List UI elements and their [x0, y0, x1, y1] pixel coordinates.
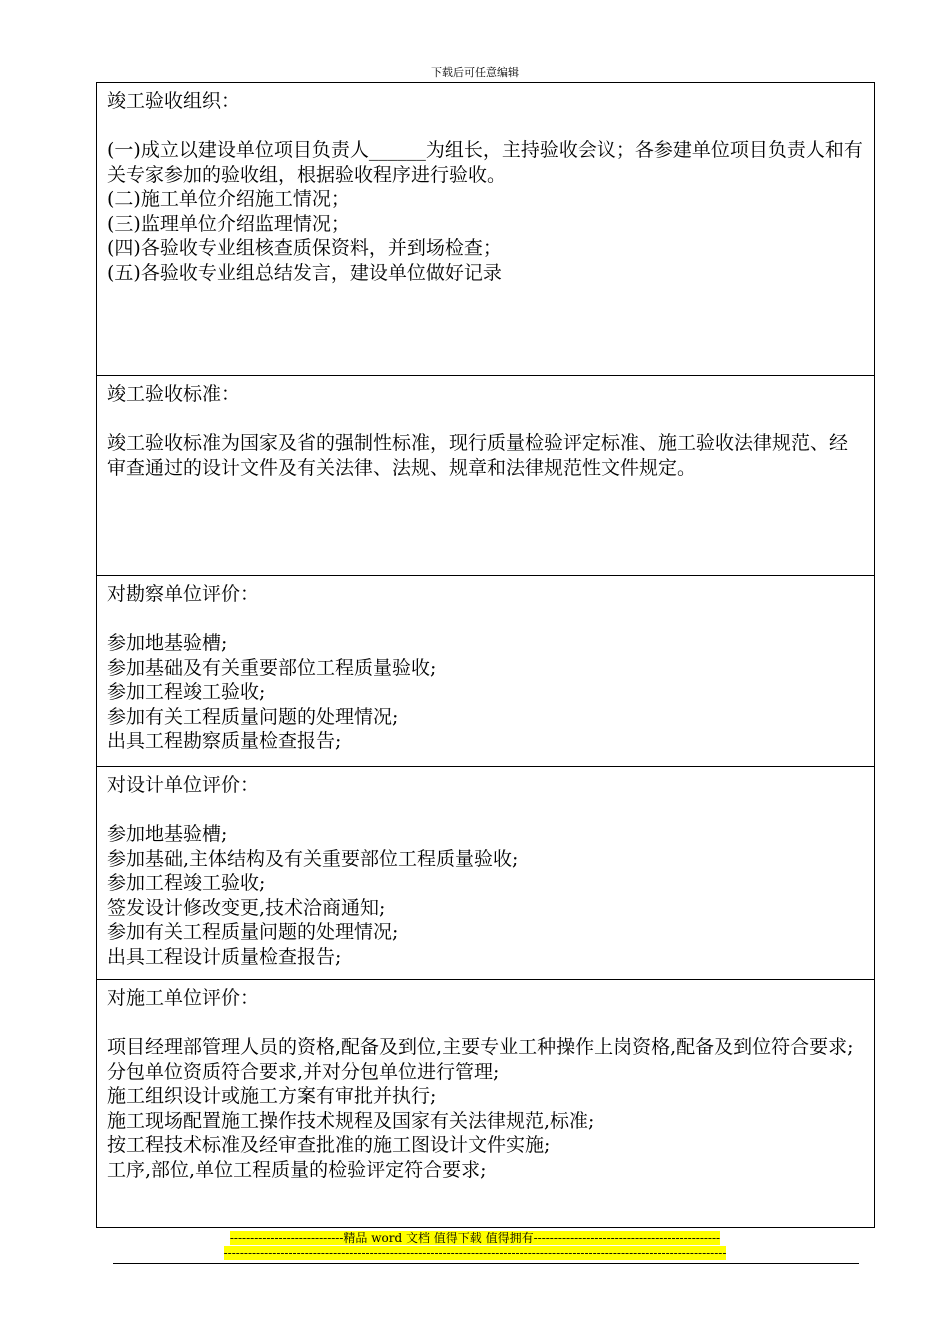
section-line: 参加基础,主体结构及有关重要部位工程质量验收;: [107, 847, 519, 870]
section-body: [107, 138, 866, 285]
section-line: 参加工程竣工验收;: [107, 872, 266, 894]
section-line: 参加工程竣工验收;: [107, 681, 266, 703]
section-line: 竣工验收标准为国家及省的强制性标准，现行质量检验评定标准、施工验收法律规范、经审查通过的设计文件及有关法律、法规、规章和法律规范性文件规定。: [107, 432, 849, 479]
section-survey-unit-evaluation: [97, 575, 874, 766]
section-line: 按工程技术标准及经审查批准的施工图设计文件实施;: [107, 1134, 551, 1156]
section-line: 参加地基验槽;: [107, 632, 228, 654]
section-line: 施工组织设计或施工方案有审批并执行;: [107, 1085, 437, 1107]
section-line: 签发设计修改变更,技术洽商通知;: [107, 896, 386, 919]
section-title: 对施工单位评价：: [107, 987, 260, 1009]
section-line: 出具工程设计质量检查报告;: [107, 945, 342, 968]
bottom-rule: [113, 1263, 859, 1264]
section-line: 出具工程勘察质量检查报告;: [107, 730, 342, 752]
section-line: 施工现场配置施工操作技术规程及国家有关法律规范,标准;: [107, 1109, 595, 1132]
footer-banner: [0, 1231, 950, 1245]
section-line: (一)成立以建设单位项目负责人______为组长，主持验收会议；各参建单位项目负责人和有关专家参加的验收组，根据验收程序进行验收。: [107, 139, 863, 186]
section-line: 参加有关工程质量问题的处理情况;: [107, 705, 399, 728]
section-body: [107, 631, 866, 754]
section-body: [107, 822, 866, 969]
header-note: 下载后可任意编辑: [431, 66, 519, 79]
footer-line-2: ----------------------------------------------------------------------------------------------------------------------------: [223, 1246, 727, 1260]
section-title: 对设计单位评价：: [107, 774, 260, 796]
section-title: 竣工验收组织：: [107, 90, 241, 112]
section-title: 对勘察单位评价：: [107, 583, 260, 605]
section-line: 参加基础及有关重要部位工程质量验收;: [107, 656, 437, 679]
section-construction-unit-evaluation: [97, 979, 874, 1227]
section-line: (三)监理单位介绍监理情况；: [107, 212, 350, 235]
footer-line-1: ----------------------------精品 word 文档 值得下载 值得拥有----------------------------------------------: [229, 1231, 721, 1245]
section-design-unit-evaluation: [97, 766, 874, 979]
section-line: 项目经理部管理人员的资格,配备及到位,主要专业工种操作上岗资格,配备及到位符合要求;: [107, 1036, 854, 1058]
section-body: [107, 431, 866, 480]
document-table: [96, 82, 875, 1228]
section-line: (五)各验收专业组总结发言，建设单位做好记录: [107, 261, 502, 284]
section-line: 工序,部位,单位工程质量的检验评定符合要求;: [107, 1158, 487, 1181]
section-line: 参加地基验槽;: [107, 823, 228, 845]
section-acceptance-organization: [97, 83, 874, 375]
section-line: 参加有关工程质量问题的处理情况;: [107, 921, 399, 943]
section-line: (四)各验收专业组核查质保资料，并到场检查；: [107, 237, 502, 259]
section-line: (二)施工单位介绍施工情况；: [107, 188, 350, 210]
section-acceptance-standard: [97, 375, 874, 575]
section-title: 竣工验收标准：: [107, 383, 241, 405]
section-body: [107, 1035, 866, 1182]
footer-rule-band: [0, 1246, 950, 1260]
section-line: 分包单位资质符合要求,并对分包单位进行管理;: [107, 1060, 500, 1083]
